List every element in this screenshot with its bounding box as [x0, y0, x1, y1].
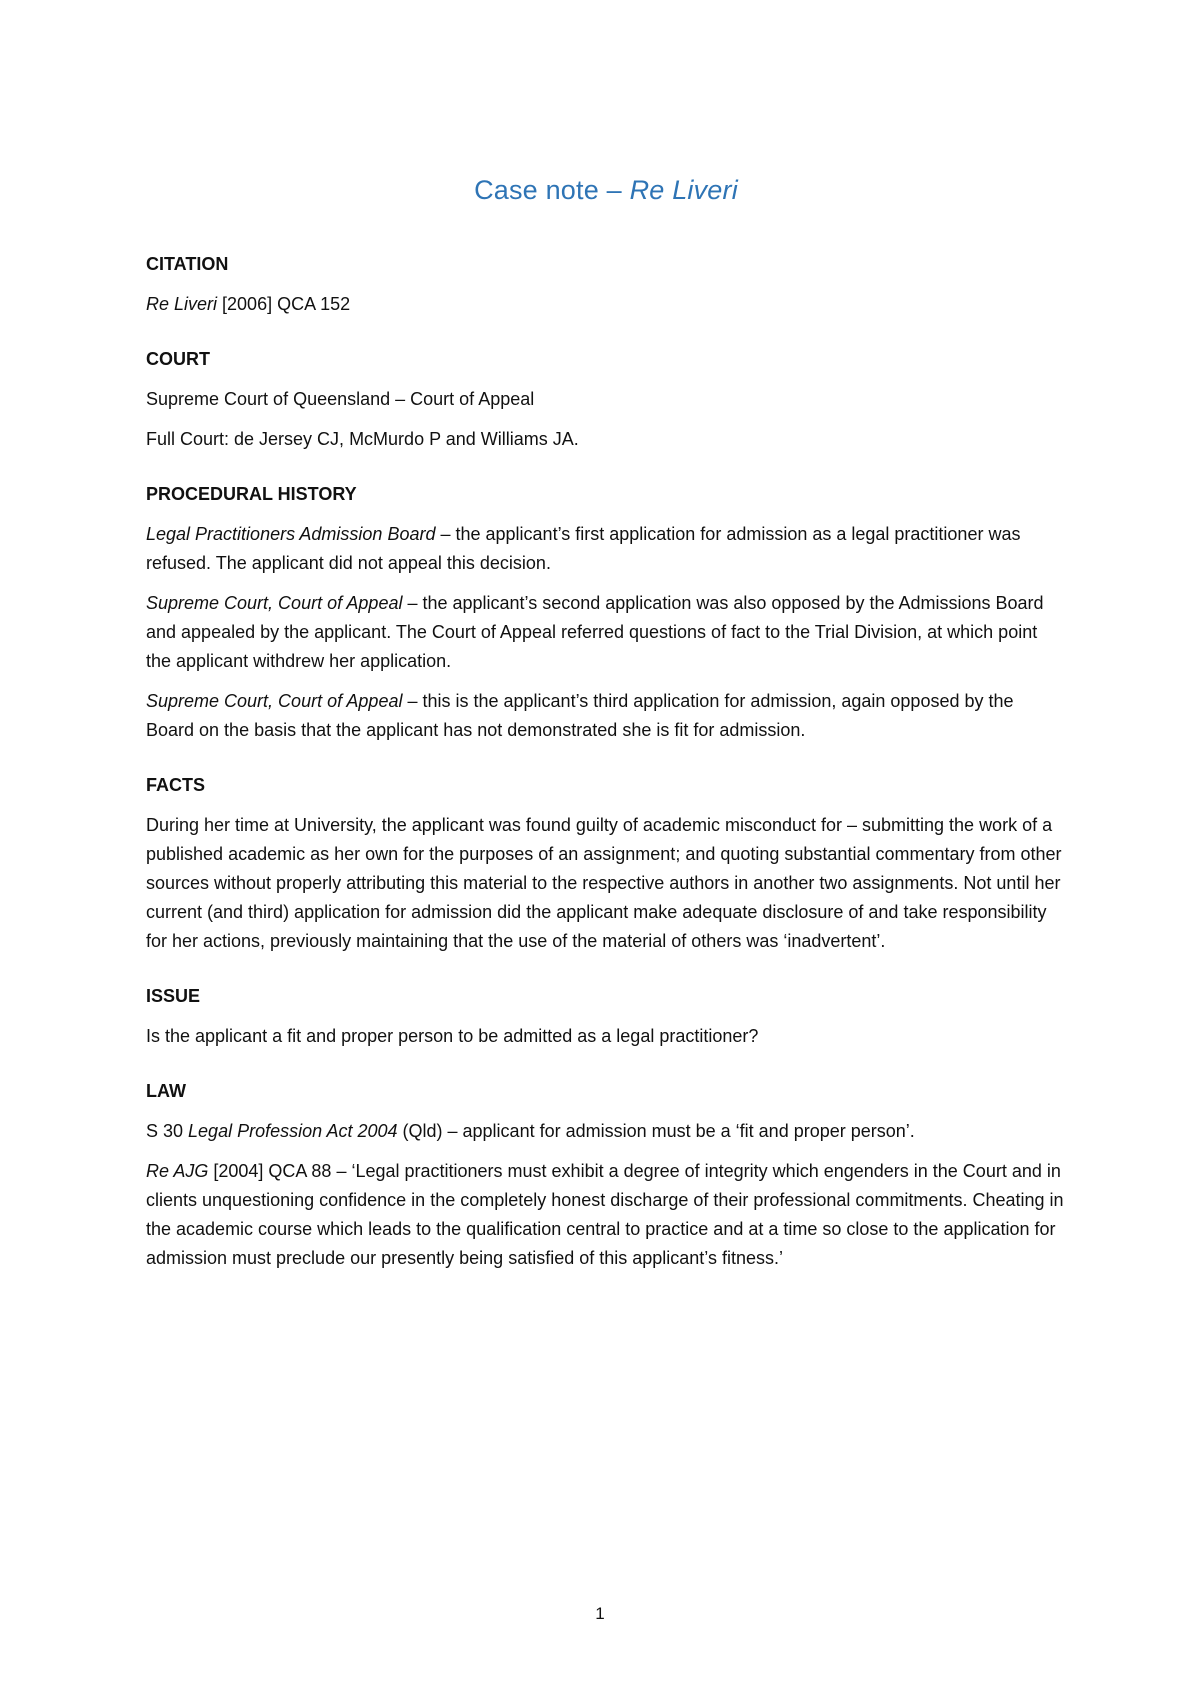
issue-text: Is the applicant a fit and proper person to be admitted as a legal practitioner?: [146, 1026, 759, 1046]
procedural-history-detail: – the applicant’s second application was also opposed by the Admissions Board and appealed by the applicant. The Court of Appeal referred questions of fact to the Trial Division, at which point the applicant withdrew her application.: [146, 593, 1044, 671]
procedural-history-forum: Supreme Court, Court of Appeal: [146, 593, 403, 613]
document-body: [146, 172, 1066, 1284]
law-case: [146, 1157, 1066, 1273]
law-statute-detail: (Qld) – applicant for admission must be a ‘fit and proper person’.: [397, 1121, 915, 1141]
title-case-name: Re Liveri: [629, 175, 738, 205]
procedural-history-item: [146, 520, 1066, 578]
court-section: [146, 345, 1066, 454]
procedural-history-item: [146, 687, 1066, 745]
court-bench: Full Court: de Jersey CJ, McMurdo P and Williams JA.: [146, 429, 579, 449]
law-case-name: Re AJG: [146, 1161, 209, 1181]
law-statute-section: S 30: [146, 1121, 189, 1141]
law-statute: [146, 1117, 1066, 1146]
title-main: Case note –: [474, 175, 630, 205]
procedural-history-detail: – the applicant’s first application for admission as a legal practitioner was refused. The applicant did not appeal this decision.: [146, 524, 1021, 573]
law-section: [146, 1077, 1066, 1273]
issue-heading: ISSUE: [146, 986, 201, 1006]
court-name: Supreme Court of Queensland – Court of Appeal: [146, 389, 535, 409]
law-case-detail: [2004] QCA 88 – ‘Legal practitioners must exhibit a degree of integrity which engenders in the Court and in clients unquestioning confidence in the completely honest discharge of their professional commitments. Cheating in the academic course which leads to the qualification central to practice and at a time so close to the application for admission must preclude our presently being satisfied of this applicant’s fitness.’: [146, 1161, 1064, 1268]
facts-text: During her time at University, the applicant was found guilty of academic misconduct for – submitting the work of a published academic as her own for the purposes of an assignment; and quoting substantial commentary from other sources without properly attributing this material to the respective authors in another two assignments. Not until her current (and third) application for admission did the applicant make adequate disclosure of and take responsibility for her actions, previously maintaining that the use of the material of others was ‘inadvertent’.: [146, 815, 1062, 951]
citation-heading: CITATION: [146, 254, 229, 274]
citation-section: [146, 250, 1066, 319]
procedural-history-forum: Supreme Court, Court of Appeal: [146, 691, 403, 711]
citation-text: [146, 290, 1066, 319]
facts-heading: FACTS: [146, 775, 206, 795]
document-title: [146, 172, 1066, 208]
facts-section: [146, 771, 1066, 956]
procedural-history-forum: Legal Practitioners Admission Board: [146, 524, 436, 544]
procedural-history-heading: PROCEDURAL HISTORY: [146, 484, 357, 504]
law-heading: LAW: [146, 1081, 186, 1101]
procedural-history-item: [146, 589, 1066, 676]
issue-section: [146, 982, 1066, 1051]
citation-reference: [2006] QCA 152: [217, 294, 351, 314]
law-statute-name: Legal Profession Act 2004: [188, 1121, 398, 1141]
court-heading: COURT: [146, 349, 210, 369]
procedural-history-section: [146, 480, 1066, 745]
page-number: 1: [595, 1604, 605, 1623]
citation-case-name: Re Liveri: [146, 294, 218, 314]
procedural-history-detail: – this is the applicant’s third application for admission, again opposed by the Board on the basis that the applicant has not demonstrated she is fit for admission.: [146, 691, 1014, 740]
